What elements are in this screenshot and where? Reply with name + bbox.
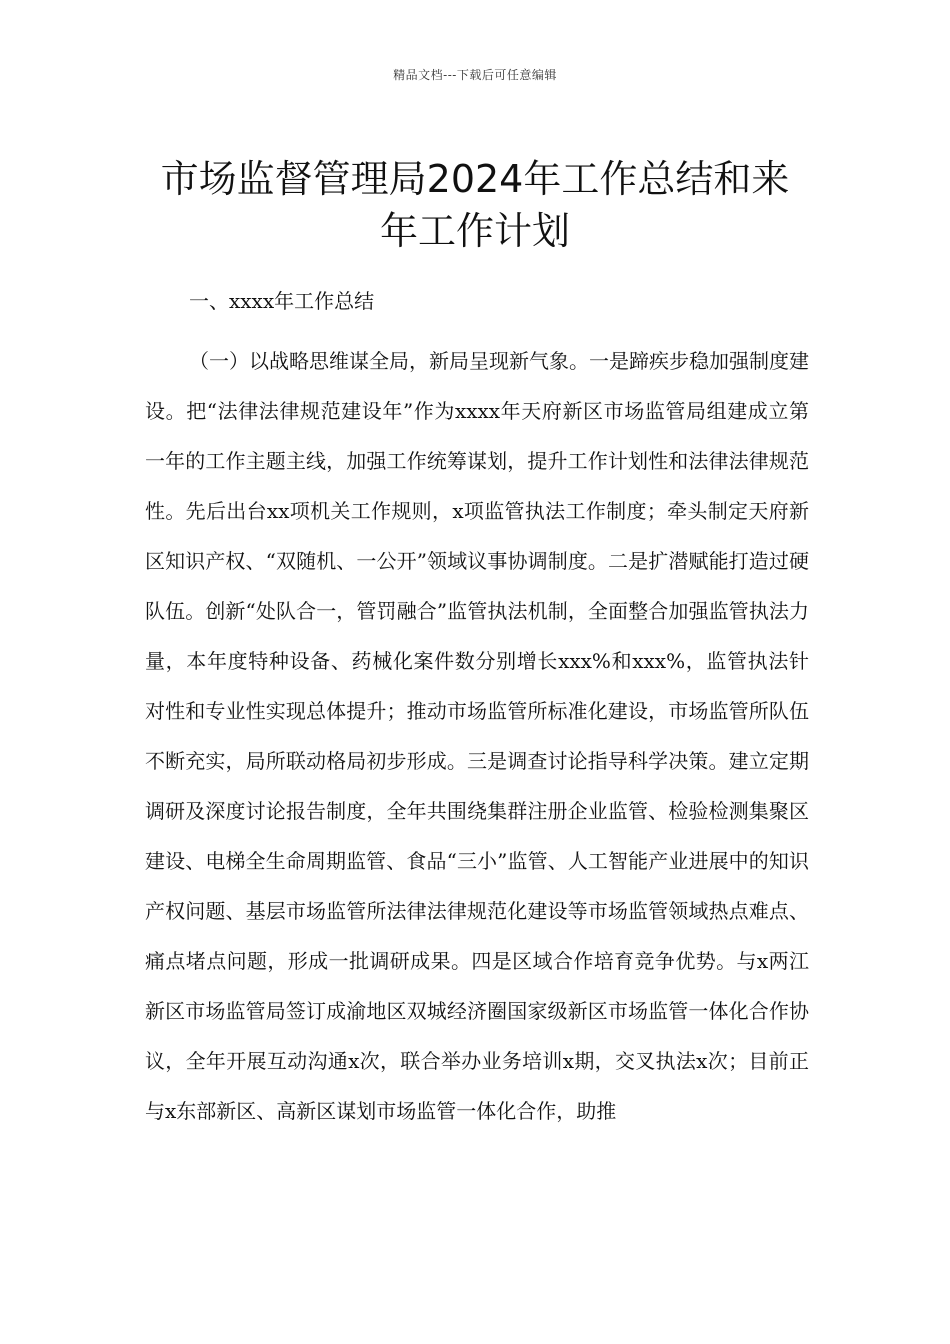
title-line-2: 年工作计划 — [379, 209, 570, 254]
document-title — [120, 153, 830, 257]
section-heading: 一、xxxx年工作总结 — [189, 289, 375, 313]
title-line-1: 市场监督管理局2024年工作总结和来 — [160, 157, 790, 202]
body-paragraph: （一）以战略思维谋全局，新局呈现新气象。一是蹄疾步稳加强制度建设。把“法律法律规范建设年”作为xxxx年天府新区市场监管局组建成立第一年的工作主题主线，加强工作统筹谋划，提升工作计划性和法律法律规范性。先后出台xx项机关工作规则，x项监管执法工作制度；牵头制定天府新区知识产权、“双随机、一公开”领域议事协调制度。二是扩潜赋能打造过硬队伍。创新“处队合一，管罚融合”监管执法机制，全面整合加强监管执法力量，本年度特种设备、药械化案件数分别增长xxx%和xxx%，监管执法针对性和专业性实现总体提升；推动市场监管所标准化建设，市场监管所队伍不断充实，局所联动格局初步形成。三是调查讨论指导科学决策。建立定期调研及深度讨论报告制度，全年共围绕集群注册企业监管、检验检测集聚区建设、电梯全生命周期监管、食品“三小”监管、人工智能产业进展中的知识产权问题、基层市场监管所法律法律规范化建设等市场监管领域热点难点、痛点堵点问题，形成一批调研成果。四是区域合作培育竞争优势。与x两江新区市场监管局签订成渝地区双城经济圈国家级新区市场监管一体化合作协议，全年开展互动沟通x次，联合举办业务培训x期，交叉执法x次；目前正与x东部新区、高新区谋划市场监管一体化合作，助推 — [145, 349, 809, 1123]
document-body — [145, 282, 809, 1136]
header-note: 精品文档---下载后可任意编辑 — [393, 68, 557, 82]
